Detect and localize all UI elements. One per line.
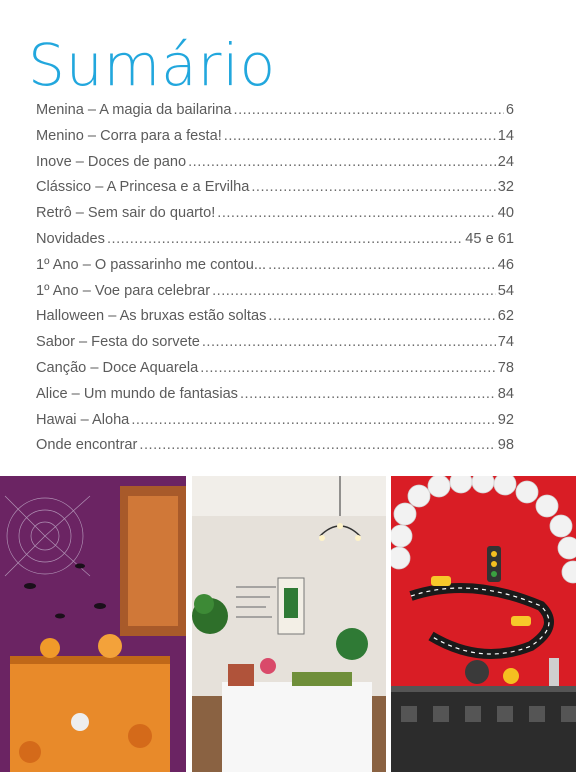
toc-label: Retrô – Sem sair do quarto! — [36, 205, 216, 222]
toc-leader — [240, 386, 496, 402]
toc-entry[interactable] — [36, 154, 514, 180]
toc-entry[interactable] — [36, 102, 514, 128]
toc-entry[interactable] — [36, 128, 514, 154]
page-title: Sumário — [28, 31, 277, 99]
toc-page: 45 e 61 — [465, 230, 514, 247]
toc-page: 62 — [497, 308, 514, 325]
bird-party-photo — [192, 476, 386, 772]
toc-page: 40 — [497, 205, 514, 222]
toc-leader — [131, 412, 495, 428]
photo-strip — [0, 476, 576, 772]
toc-leader — [200, 360, 496, 376]
toc-page: 78 — [497, 359, 514, 376]
toc-page: 32 — [497, 179, 514, 196]
toc-entry[interactable] — [36, 412, 514, 438]
toc-label: Clássico – A Princesa e a Ervilha — [36, 179, 250, 196]
toc-label: Onde encontrar — [36, 437, 138, 454]
toc-leader — [107, 231, 463, 247]
toc-leader — [202, 334, 496, 350]
toc-page: 14 — [497, 127, 514, 144]
table-of-contents — [36, 102, 514, 463]
toc-entry[interactable] — [36, 231, 514, 257]
toc-label: 1º Ano – Voe para celebrar — [36, 282, 211, 299]
toc-page: 98 — [497, 437, 514, 454]
toc-entry[interactable] — [36, 360, 514, 386]
toc-label: Hawai – Aloha — [36, 411, 130, 428]
toc-page: 74 — [497, 334, 514, 351]
toc-label: Novidades — [36, 230, 105, 247]
toc-entry[interactable] — [36, 179, 514, 205]
toc-entry[interactable] — [36, 334, 514, 360]
toc-label: Alice – Um mundo de fantasias — [36, 385, 238, 402]
toc-entry[interactable] — [36, 283, 514, 309]
toc-label: Halloween – As bruxas estão soltas — [36, 308, 267, 325]
toc-leader — [251, 179, 495, 195]
toc-leader — [217, 205, 496, 221]
toc-leader — [139, 437, 495, 453]
toc-label: Inove – Doces de pano — [36, 153, 187, 170]
toc-leader — [212, 283, 496, 299]
halloween-party-photo — [0, 476, 186, 772]
toc-page: 54 — [497, 282, 514, 299]
toc-label: Menino – Corra para a festa! — [36, 127, 222, 144]
toc-page: 6 — [505, 102, 514, 118]
toc-label: Sabor – Festa do sorvete — [36, 334, 200, 351]
toc-page: 84 — [497, 385, 514, 402]
toc-page: 92 — [497, 411, 514, 428]
toc-entry[interactable] — [36, 257, 514, 283]
toc-leader — [268, 308, 495, 324]
toc-label: 1º Ano – O passarinho me contou... — [36, 256, 267, 273]
toc-leader — [188, 154, 496, 170]
toc-entry[interactable] — [36, 386, 514, 412]
toc-label: Canção – Doce Aquarela — [36, 359, 199, 376]
toc-page: 24 — [497, 153, 514, 170]
toc-entry[interactable] — [36, 205, 514, 231]
toc-leader — [234, 102, 504, 118]
toc-label: Menina – A magia da bailarina — [36, 102, 232, 118]
toc-page: 46 — [497, 256, 514, 273]
racecar-party-photo — [391, 476, 576, 772]
toc-leader — [224, 128, 496, 144]
toc-entry[interactable] — [36, 437, 514, 463]
toc-leader — [268, 257, 496, 273]
toc-entry[interactable] — [36, 308, 514, 334]
